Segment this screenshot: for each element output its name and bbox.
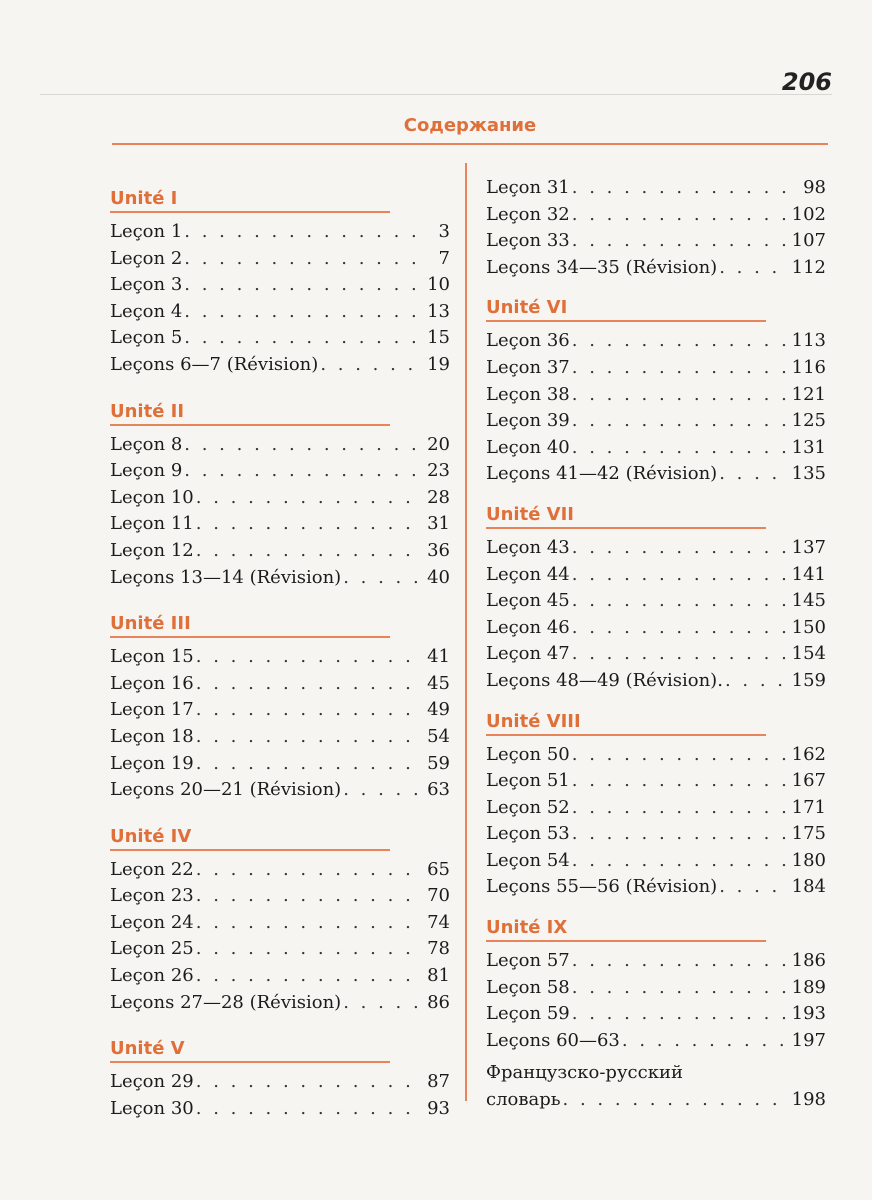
toc-entry <box>486 562 826 589</box>
toc-entry-page: 135 <box>791 463 826 485</box>
unit-heading: Unité III <box>110 613 390 638</box>
toc-entry <box>486 742 826 769</box>
toc-entry <box>110 272 450 299</box>
toc-entry <box>486 328 826 355</box>
toc-entry-label: Leçons 41—42 (Révision) <box>486 463 718 485</box>
dot-leader <box>572 948 790 975</box>
toc-entry-label: Leçon 54 <box>486 849 570 871</box>
unit-entries <box>486 328 826 488</box>
page-header-rule <box>40 64 832 95</box>
dot-leader <box>572 435 790 462</box>
dot-leader <box>184 458 424 485</box>
toc-entry <box>486 461 826 488</box>
toc-entry-page: 15 <box>427 327 450 349</box>
toc-entry-label: Leçon 8 <box>110 433 183 455</box>
toc-entry-label: Leçon 12 <box>110 539 194 561</box>
toc-entry-label: Leçon 2 <box>110 247 183 269</box>
dot-leader <box>572 535 790 562</box>
toc-entry-label: Leçons 48—49 (Révision). <box>486 669 723 691</box>
toc-entry-page: 28 <box>427 486 450 508</box>
toc-entry-page: 125 <box>791 410 826 432</box>
toc-entry-page: 59 <box>427 752 450 774</box>
toc-entry <box>110 751 450 778</box>
dot-leader <box>719 461 789 488</box>
dot-leader <box>572 408 790 435</box>
toc-entry-label: Leçon 46 <box>486 616 570 638</box>
toc-entry-label: Leçon 22 <box>110 858 194 880</box>
toc-entry-label: Leçon 57 <box>486 950 570 972</box>
dot-leader <box>196 485 424 512</box>
toc-entry-page: 23 <box>427 460 450 482</box>
toc-entry <box>486 588 826 615</box>
toc-entry <box>486 408 826 435</box>
toc-entry-page: 137 <box>791 536 826 558</box>
toc-entry-page: 86 <box>427 991 450 1013</box>
dot-leader <box>563 1087 790 1114</box>
toc-entry-page: 65 <box>427 858 450 880</box>
toc-entry-page: 175 <box>791 823 826 845</box>
dot-leader <box>184 246 424 273</box>
unit-section <box>110 826 450 1017</box>
toc-entry-page: 20 <box>427 433 450 455</box>
dot-leader <box>572 821 790 848</box>
toc-entry <box>110 511 450 538</box>
toc-entry-page: 116 <box>791 356 826 378</box>
toc-entry <box>110 458 450 485</box>
toc-entry-label: Leçon 10 <box>110 486 194 508</box>
toc-entry-page: 171 <box>791 796 826 818</box>
dot-leader <box>572 975 790 1002</box>
toc-entry <box>110 219 450 246</box>
unit-entries <box>110 1069 450 1122</box>
unit-heading: Unité VIII <box>486 711 766 736</box>
toc-entry <box>110 538 450 565</box>
toc-entry <box>486 1028 826 1055</box>
toc-entry-label: Leçons 13—14 (Révision) <box>110 566 342 588</box>
toc-entry <box>110 246 450 273</box>
toc-entry-label: Leçon 59 <box>486 1003 570 1025</box>
dot-leader <box>196 857 424 884</box>
unit-section <box>486 504 826 695</box>
dot-leader <box>572 175 800 202</box>
toc-entry <box>110 644 450 671</box>
dot-leader <box>184 432 424 459</box>
toc-entry <box>486 848 826 875</box>
unit-entries <box>110 644 450 804</box>
toc-entry <box>110 724 450 751</box>
toc-entry-label: Leçon 15 <box>110 646 194 668</box>
toc-entry-label: Leçon 17 <box>110 699 194 721</box>
toc-entry-page: 121 <box>791 383 826 405</box>
toc-entry <box>110 1069 450 1096</box>
dot-leader <box>196 724 424 751</box>
dictionary-label-line2: словарь <box>486 1089 561 1111</box>
page-title: Содержание <box>403 115 537 136</box>
toc-entry <box>110 485 450 512</box>
unit-section <box>486 917 826 1054</box>
toc-entry <box>486 821 826 848</box>
dot-leader <box>725 668 790 695</box>
toc-entry <box>486 795 826 822</box>
toc-entry-page: 145 <box>791 590 826 612</box>
toc-entry-page: 113 <box>791 330 826 352</box>
toc-entry-label: Leçon 9 <box>110 460 183 482</box>
toc-entry <box>486 615 826 642</box>
unit-entries <box>486 742 826 902</box>
unit-heading: Unité I <box>110 188 390 213</box>
toc-entry-page: 112 <box>791 256 826 278</box>
toc-entry-label: Leçon 19 <box>110 752 194 774</box>
unit-entries <box>110 857 450 1017</box>
unit-entries <box>110 219 450 379</box>
dot-leader <box>572 228 790 255</box>
unit-heading: Unité VII <box>486 504 766 529</box>
dot-leader <box>196 1096 424 1123</box>
toc-entry <box>110 990 450 1017</box>
toc-entry-page: 189 <box>791 976 826 998</box>
toc-entry <box>486 382 826 409</box>
toc-entry-page: 186 <box>791 950 826 972</box>
toc-entry <box>486 874 826 901</box>
toc-entry-page: 180 <box>791 849 826 871</box>
toc-entry <box>486 975 826 1002</box>
toc-entry-label: Leçon 26 <box>110 965 194 987</box>
dot-leader <box>196 538 424 565</box>
toc-entry-page: 19 <box>427 353 450 375</box>
dot-leader <box>184 272 424 299</box>
toc-entry <box>486 1001 826 1028</box>
unit-section <box>110 613 450 804</box>
toc-entry-page: 197 <box>791 1029 826 1051</box>
toc-entry-label: Leçon 32 <box>486 203 570 225</box>
dot-leader <box>572 355 790 382</box>
toc-entry-label: Leçon 47 <box>486 643 570 665</box>
dot-leader <box>184 299 424 326</box>
toc-entry <box>486 768 826 795</box>
dot-leader <box>572 742 790 769</box>
dot-leader <box>572 641 790 668</box>
unit-section <box>110 188 450 379</box>
toc-entry-label: Leçons 60—63 <box>486 1029 620 1051</box>
dot-leader <box>572 202 790 229</box>
toc-entry-page: 154 <box>791 643 826 665</box>
toc-entry <box>110 936 450 963</box>
toc-entry <box>110 697 450 724</box>
toc-right-column <box>486 175 826 1114</box>
dot-leader <box>196 697 424 724</box>
dot-leader <box>196 883 424 910</box>
dot-leader <box>572 768 790 795</box>
toc-entry-page: 49 <box>427 699 450 721</box>
toc-entry-label: Leçon 25 <box>110 938 194 960</box>
dot-leader <box>622 1028 790 1055</box>
dot-leader <box>320 352 424 379</box>
toc-entry <box>110 963 450 990</box>
unit-heading: Unité V <box>110 1038 390 1063</box>
toc-entry <box>110 432 450 459</box>
dot-leader <box>572 1001 790 1028</box>
dot-leader <box>184 325 424 352</box>
toc-entry-label: Leçon 45 <box>486 590 570 612</box>
toc-entry-page: 74 <box>427 911 450 933</box>
dot-leader <box>184 219 424 246</box>
toc-entry-label: Leçon 31 <box>486 177 570 198</box>
toc-entry-label: Leçon 16 <box>110 672 194 694</box>
toc-entry <box>110 857 450 884</box>
toc-entry <box>110 565 450 592</box>
toc-entry-label: Leçon 58 <box>486 976 570 998</box>
toc-entry <box>486 255 826 282</box>
toc-entry-label: Leçon 11 <box>110 513 194 535</box>
dictionary-page: 198 <box>791 1089 826 1111</box>
toc-entry-page: 13 <box>427 300 450 322</box>
toc-entry-label: Leçon 24 <box>110 911 194 933</box>
dot-leader <box>196 963 424 990</box>
dot-leader <box>196 751 424 778</box>
page-number: 206 <box>781 68 832 96</box>
toc-entry-label: Leçons 6—7 (Révision) <box>110 353 319 375</box>
toc-entry <box>110 1096 450 1123</box>
dot-leader <box>343 565 424 592</box>
unit-entries <box>486 535 826 695</box>
unit-heading: Unité II <box>110 401 390 426</box>
toc-entry-label: Leçons 55—56 (Révision) <box>486 876 718 898</box>
unit-heading: Unité VI <box>486 297 766 322</box>
toc-entry-page: 10 <box>427 274 450 296</box>
toc-entry-label: Leçon 38 <box>486 383 570 405</box>
dot-leader <box>572 382 790 409</box>
toc-entry-page: 78 <box>427 938 450 960</box>
toc-entry-label: Leçon 51 <box>486 770 570 792</box>
toc-entry <box>486 202 826 229</box>
toc-entry-page: 93 <box>427 1097 450 1119</box>
dictionary-title-line <box>486 1060 826 1087</box>
dot-leader <box>572 562 790 589</box>
toc-entry <box>486 535 826 562</box>
toc-entry-label: Leçon 23 <box>110 885 194 907</box>
unit-section <box>110 401 450 592</box>
toc-entry-page: 81 <box>427 965 450 987</box>
toc-entry <box>486 435 826 462</box>
toc-left-column <box>110 160 450 1128</box>
toc-entry <box>486 668 826 695</box>
toc-entry-label: Leçon 53 <box>486 823 570 845</box>
dot-leader <box>196 936 424 963</box>
toc-entry-label: Leçons 20—21 (Révision) <box>110 779 342 801</box>
toc-entry-label: Leçon 33 <box>486 230 570 252</box>
toc-entry-page: 141 <box>791 563 826 585</box>
dot-leader <box>196 511 424 538</box>
toc-entry-label: Leçon 29 <box>110 1071 194 1093</box>
dot-leader <box>572 588 790 615</box>
toc-entry-page: 193 <box>791 1003 826 1025</box>
unit-section <box>110 1038 450 1122</box>
toc-entry <box>110 671 450 698</box>
toc-entry-page: 54 <box>427 725 450 747</box>
dot-leader <box>719 874 789 901</box>
dictionary-page-line <box>486 1087 826 1114</box>
toc-entry-page: 31 <box>427 513 450 535</box>
unit-heading: Unité IV <box>110 826 390 851</box>
toc-entry-page: 87 <box>427 1071 450 1093</box>
toc-entry <box>110 777 450 804</box>
title-underline <box>112 143 828 145</box>
dot-leader <box>343 990 424 1017</box>
toc-entry-label: Leçon 50 <box>486 743 570 765</box>
toc-entry-label: Leçon 44 <box>486 563 570 585</box>
toc-entry-page: 98 <box>803 177 826 198</box>
dot-leader <box>572 848 790 875</box>
toc-entry <box>486 355 826 382</box>
toc-entry-page: 159 <box>791 669 826 691</box>
toc-entry-label: Leçon 52 <box>486 796 570 818</box>
toc-entry-label: Leçon 30 <box>110 1097 194 1119</box>
unit-section <box>486 297 826 488</box>
toc-entry-page: 167 <box>791 770 826 792</box>
toc-entry <box>486 641 826 668</box>
toc-entry <box>110 325 450 352</box>
toc-entry-page: 40 <box>427 566 450 588</box>
toc-entry-label: Leçon 37 <box>486 356 570 378</box>
toc-entry-label: Leçon 5 <box>110 327 183 349</box>
toc-entry-label: Leçon 1 <box>110 221 183 242</box>
dictionary-label-line1: Французско-русский <box>486 1062 683 1084</box>
toc-entry-page: 131 <box>791 436 826 458</box>
toc-entry-page: 7 <box>438 247 450 269</box>
continued-unit-v-entries <box>486 175 826 281</box>
toc-entry-page: 70 <box>427 885 450 907</box>
dot-leader <box>719 255 789 282</box>
toc-entry-page: 150 <box>791 616 826 638</box>
toc-entry-label: Leçon 3 <box>110 274 183 296</box>
toc-entry-label: Leçon 18 <box>110 725 194 747</box>
dot-leader <box>196 671 424 698</box>
toc-entry-page: 107 <box>791 230 826 252</box>
dot-leader <box>196 644 424 671</box>
toc-entry-label: Leçon 36 <box>486 330 570 352</box>
dot-leader <box>196 1069 424 1096</box>
toc-entry-page: 45 <box>427 672 450 694</box>
unit-entries <box>110 432 450 592</box>
toc-entry <box>486 948 826 975</box>
toc-entry-page: 63 <box>427 779 450 801</box>
column-divider <box>465 163 467 1101</box>
toc-entry-page: 184 <box>791 876 826 898</box>
dictionary-entry <box>486 1060 826 1113</box>
dot-leader <box>572 615 790 642</box>
toc-entry-page: 162 <box>791 743 826 765</box>
toc-entry-label: Leçon 43 <box>486 536 570 558</box>
toc-entry-label: Leçon 39 <box>486 410 570 432</box>
unit-heading: Unité IX <box>486 917 766 942</box>
toc-entry-label: Leçon 4 <box>110 300 183 322</box>
toc-entry <box>110 883 450 910</box>
toc-entry <box>486 228 826 255</box>
toc-entry-label: Leçon 40 <box>486 436 570 458</box>
toc-entry <box>110 910 450 937</box>
toc-entry <box>110 299 450 326</box>
toc-entry <box>486 175 826 202</box>
toc-entry-page: 3 <box>438 221 450 242</box>
dot-leader <box>343 777 424 804</box>
unit-entries <box>486 948 826 1054</box>
toc-entry-label: Leçons 34—35 (Révision) <box>486 256 718 278</box>
dot-leader <box>572 795 790 822</box>
toc-entry-label: Leçons 27—28 (Révision) <box>110 991 342 1013</box>
dot-leader <box>572 328 790 355</box>
toc-entry-page: 41 <box>427 646 450 668</box>
toc-entry <box>110 352 450 379</box>
toc-entry-page: 36 <box>427 539 450 561</box>
dot-leader <box>196 910 424 937</box>
toc-entry-page: 102 <box>791 203 826 225</box>
unit-section <box>486 711 826 902</box>
